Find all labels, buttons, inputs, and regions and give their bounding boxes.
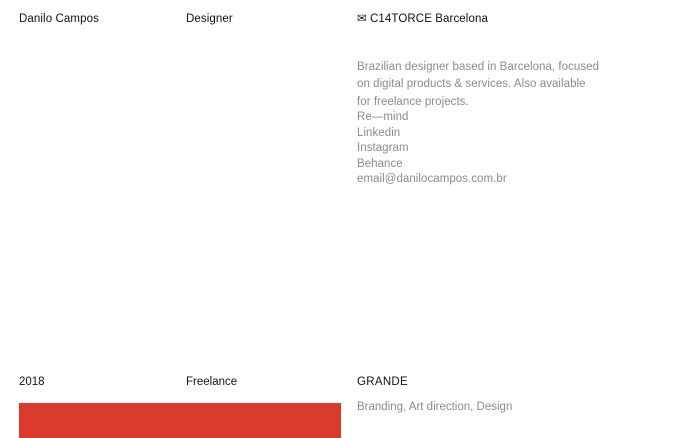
page-title: Danilo Campos [19, 13, 99, 25]
project-thumbnail[interactable] [19, 403, 341, 438]
header-location: ✉ C14TORCE Barcelona [357, 13, 488, 25]
header-role-column [186, 12, 233, 26]
project-title[interactable]: GRANDE [357, 376, 409, 388]
link-re-mind[interactable]: Re—mind [357, 111, 409, 123]
header-row [0, 12, 700, 36]
header-name-column [19, 12, 99, 26]
header-location-column [357, 12, 488, 26]
header-role: Designer [186, 13, 233, 25]
bio-paragraph: Brazilian designer based in Barcelona, focused on digital products & services. Also available for freelance projects. [357, 60, 600, 108]
project-type: Freelance [186, 376, 238, 388]
link-email[interactable]: email@danilocampos.com.br [357, 173, 507, 186]
link-behance[interactable]: Behance [357, 157, 403, 170]
link-instagram[interactable]: Instagram [357, 142, 409, 155]
project-tags: Branding, Art direction, Design [357, 401, 513, 413]
links-list [357, 110, 617, 188]
project-year: 2018 [19, 376, 45, 388]
link-linkedin[interactable]: Linkedin [357, 126, 401, 139]
